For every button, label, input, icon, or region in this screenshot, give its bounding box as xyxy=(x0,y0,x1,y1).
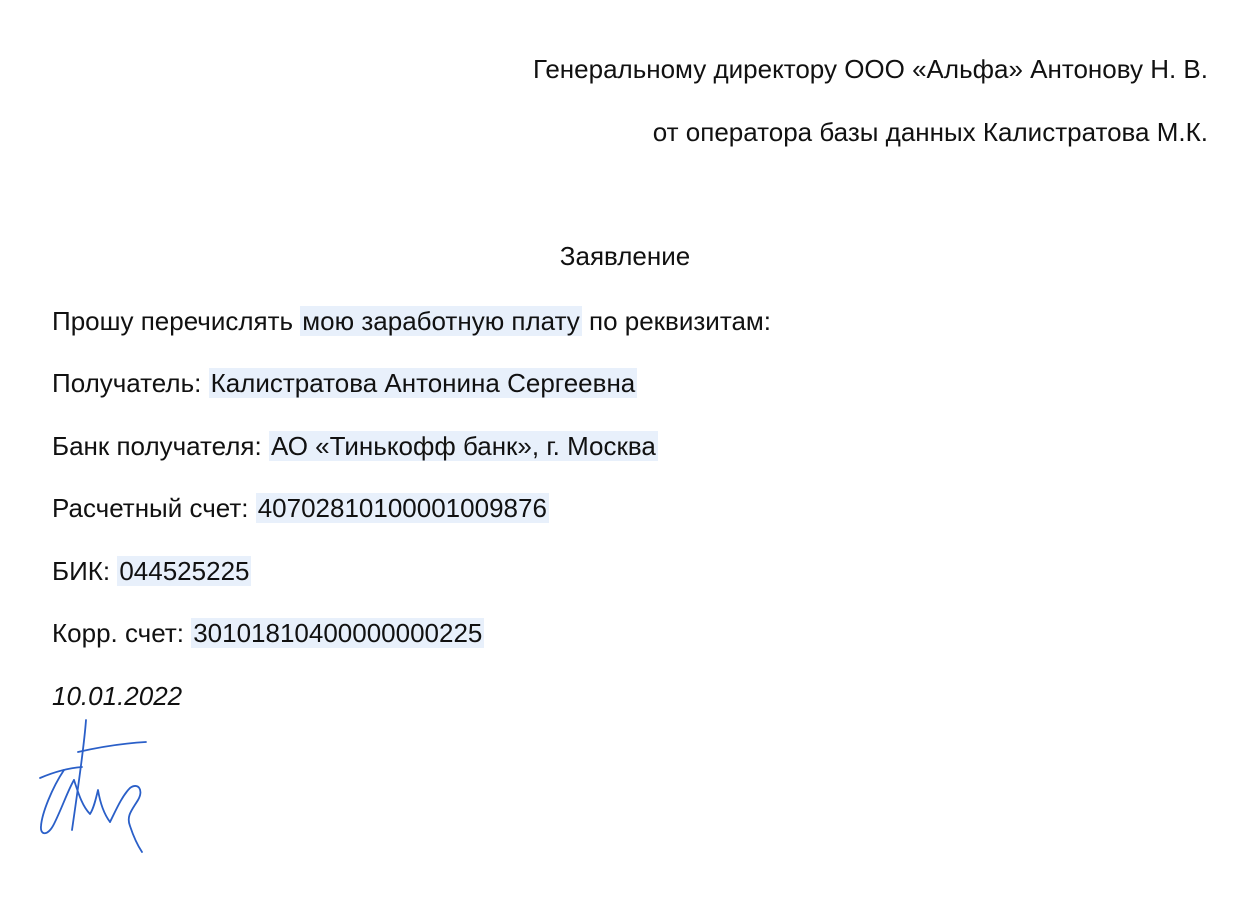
corr-value: 30101810400000000225 xyxy=(193,618,483,648)
bank-value: АО «Тинькофф банк», г. Москва xyxy=(270,431,656,461)
bank-label: Банк получателя: xyxy=(52,431,269,461)
recipient-label: Получатель: xyxy=(52,368,209,398)
signature-icon xyxy=(34,718,164,858)
addressee-line: Генеральному директору ООО «Альфа» Антонову Н. В. xyxy=(532,54,1208,84)
document-title: Заявление xyxy=(559,241,691,271)
bik-label: БИК: xyxy=(52,556,118,586)
bank-line xyxy=(52,430,658,462)
request-prefix: Прошу перечислять xyxy=(52,306,301,336)
corr-label: Корр. счет: xyxy=(52,618,192,648)
account-line xyxy=(52,492,549,524)
sender-line: от оператора базы данных Калистратова М.К. xyxy=(652,117,1208,147)
request-line xyxy=(52,305,771,337)
bik-line xyxy=(52,555,251,587)
request-suffix: по реквизитам: xyxy=(581,306,772,336)
document-date: 10.01.2022 xyxy=(52,681,183,711)
bik-value: 044525225 xyxy=(119,556,250,586)
recipient-line xyxy=(52,367,637,399)
corr-account-line xyxy=(52,617,484,649)
recipient-value: Калистратова Антонина Сергеевна xyxy=(210,368,636,398)
account-label: Расчетный счет: xyxy=(52,493,256,523)
request-highlight: мою заработную плату xyxy=(302,306,580,336)
account-value: 40702810100001009876 xyxy=(257,493,547,523)
